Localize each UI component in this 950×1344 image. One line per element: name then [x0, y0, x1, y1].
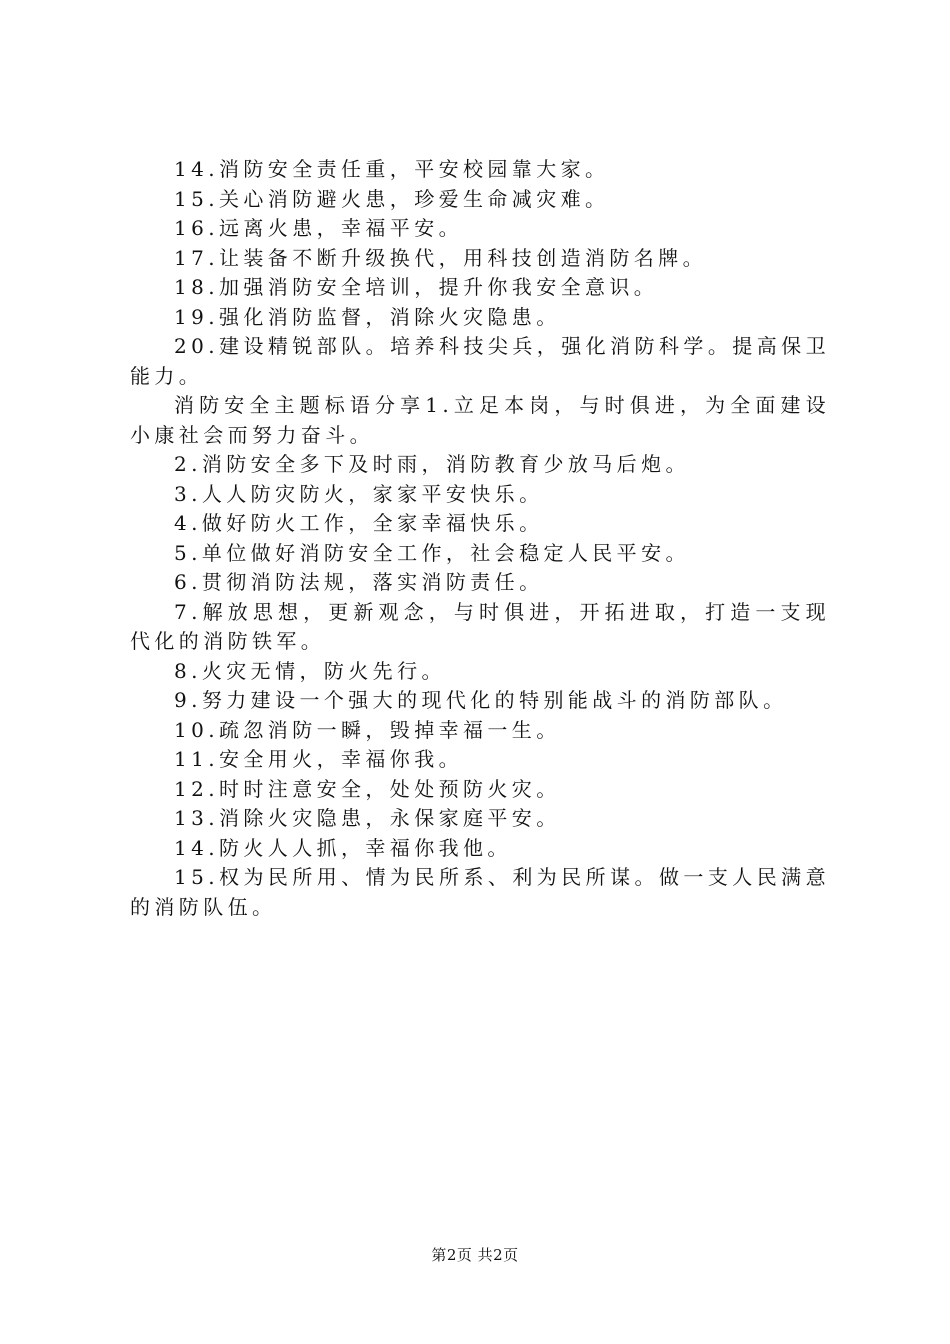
paragraph: 3.人人防灾防火，家家平安快乐。: [174, 481, 544, 506]
paragraph: 9.努力建设一个强大的现代化的特别能战斗的消防部队。: [174, 688, 788, 712]
paragraph: 7.解放思想，更新观念，与时俱进，开拓进取，打造一支现代化的消防铁军。: [130, 599, 830, 653]
paragraph: 8.火灾无情，防火先行。: [174, 658, 446, 683]
document-body: [130, 155, 830, 922]
paragraph: 17.让装备不断升级换代，用科技创造消防名牌。: [174, 245, 708, 270]
paragraph: 5.单位做好消防安全工作，社会稳定人民平安。: [174, 540, 690, 565]
paragraph: 15.权为民所用、情为民所系、利为民所谋。做一支人民满意的消防队伍。: [130, 865, 830, 919]
paragraph: 16.远离火患，幸福平安。: [174, 216, 464, 240]
page-number-label: 第2页 共2页: [431, 1246, 519, 1264]
paragraph: 12.时时注意安全，处处预防火灾。: [174, 776, 561, 801]
paragraph: 6.贯彻消防法规，落实消防责任。: [174, 570, 544, 594]
paragraph: 14.防火人人抓，幸福你我他。: [174, 835, 512, 860]
paragraph: 2.消防安全多下及时雨，消防教育少放马后炮。: [174, 452, 690, 476]
paragraph: 18.加强消防安全培训，提升你我安全意识。: [174, 275, 659, 299]
paragraph: 20.建设精锐部队。培养科技尖兵，强化消防科学。提高保卫能力。: [130, 334, 830, 388]
paragraph: 19.强化消防监督，消除火灾隐患。: [174, 304, 561, 329]
paragraph: 15.关心消防避火患，珍爱生命减灾难。: [174, 186, 610, 211]
paragraph: 13.消除火灾隐患，永保家庭平安。: [174, 806, 561, 830]
paragraph: 4.做好防火工作，全家幸福快乐。: [174, 511, 544, 535]
page-footer: [0, 1244, 950, 1265]
paragraph: 10.疏忽消防一瞬，毁掉幸福一生。: [174, 717, 561, 742]
paragraph: 11.安全用火，幸福你我。: [174, 747, 464, 771]
paragraph: 14.消防安全责任重，平安校园靠大家。: [174, 157, 610, 181]
section-heading-paragraph: 消防安全主题标语分享1.立足本岗，与时俱进，为全面建设小康社会而努力奋斗。: [130, 393, 830, 447]
